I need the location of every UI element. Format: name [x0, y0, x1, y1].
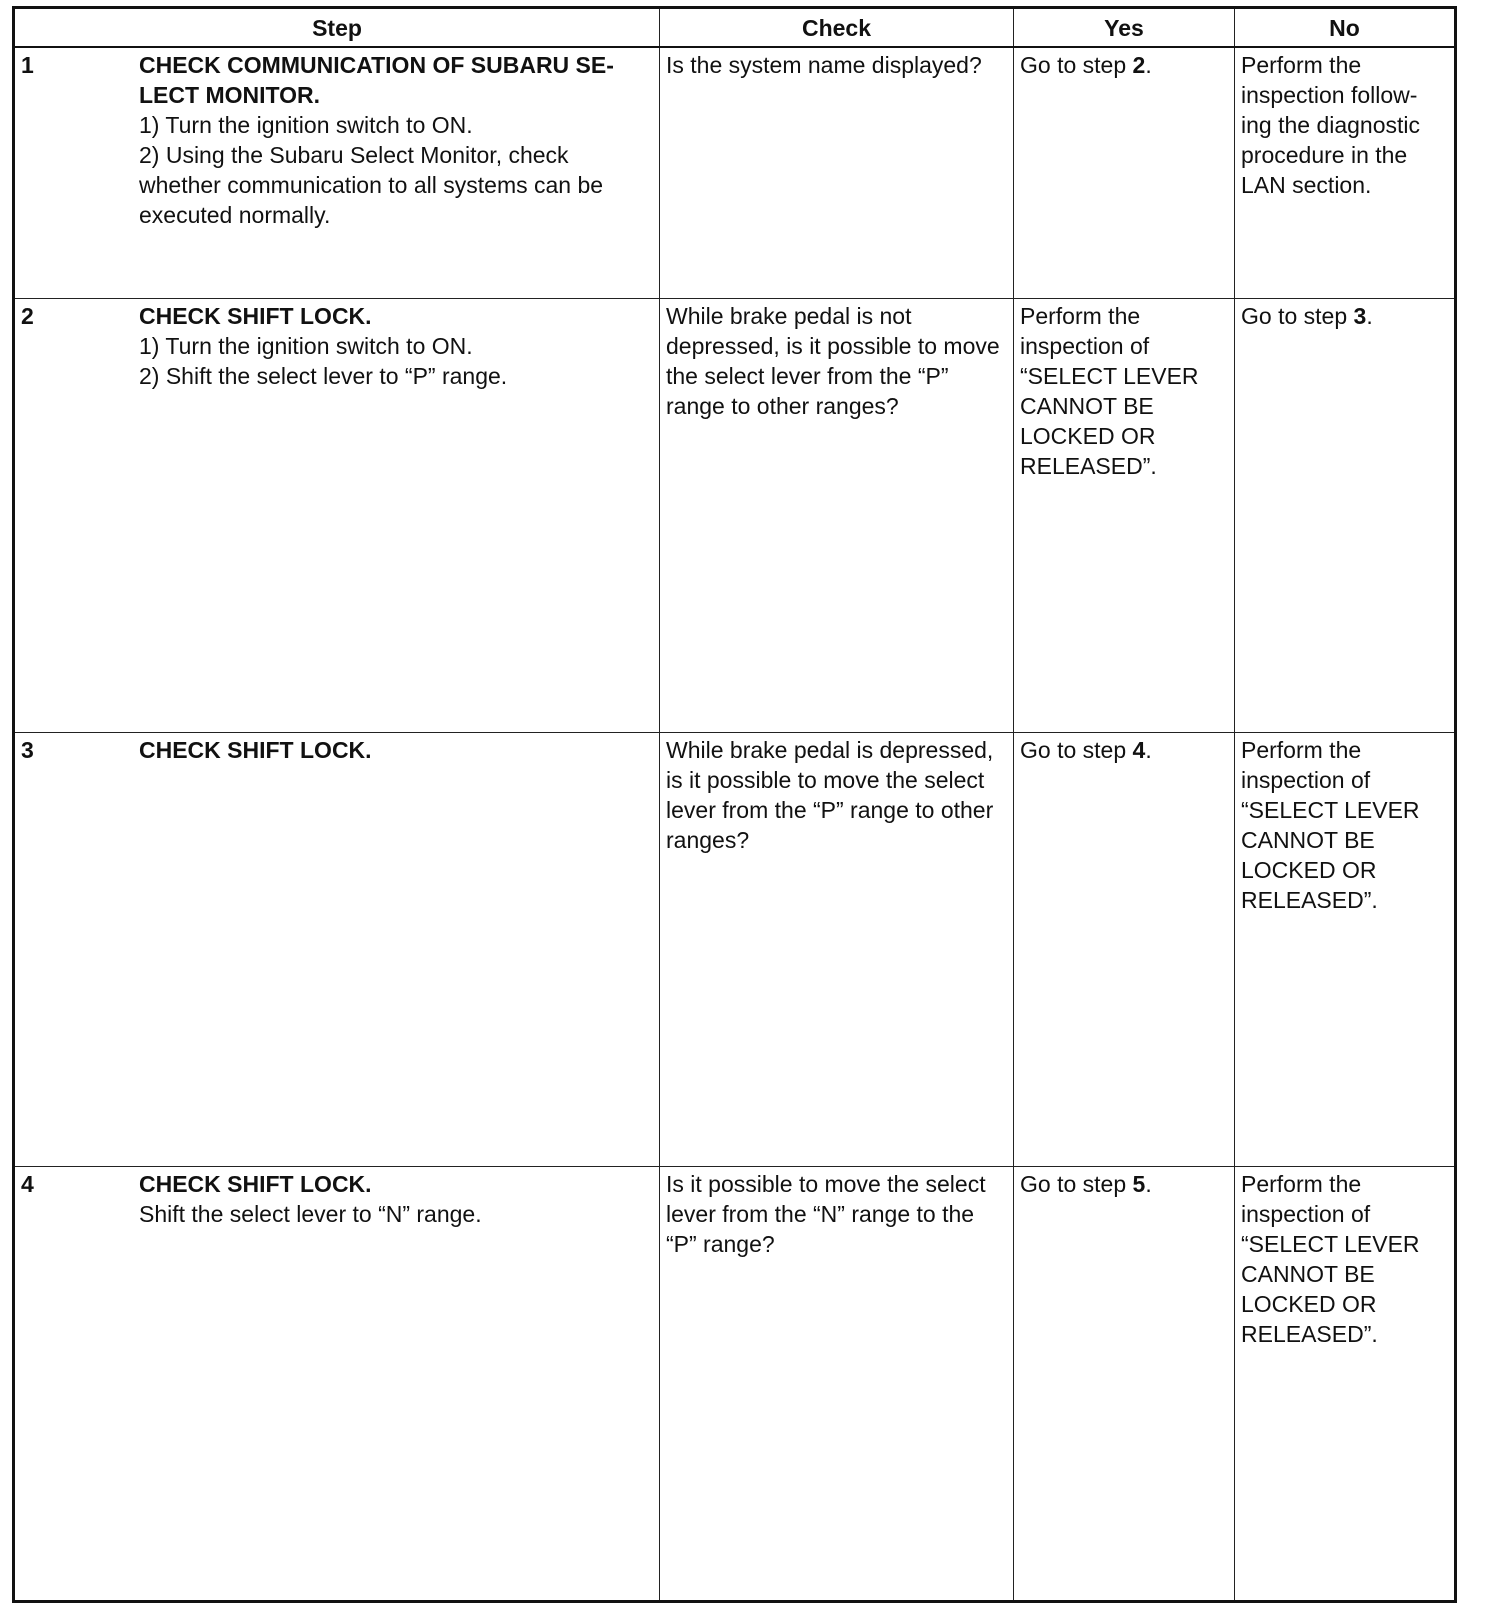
step-title-line2: LECT MONITOR. — [139, 82, 321, 108]
step-title: CHECK SHIFT LOCK. — [139, 737, 372, 763]
header-yes: Yes — [1014, 8, 1235, 48]
yes-suffix: . — [1145, 52, 1152, 78]
no-suffix: . — [1366, 303, 1373, 329]
yes-step-ref: 4 — [1132, 737, 1146, 763]
step-number: 3 — [21, 737, 34, 763]
table-row — [14, 299, 1456, 733]
step-instruction: 1) Turn the ignition switch to ON. — [139, 112, 473, 138]
table-row — [14, 1167, 1456, 1602]
no-cell: Perform the inspection of “SELECT LEVER CANNOT BE LOCKED OR RELEASED”. — [1235, 1167, 1456, 1602]
no-prefix: Go to step — [1241, 303, 1354, 329]
step-cell — [14, 299, 660, 733]
no-cell: Perform the inspection of “SELECT LEVER CANNOT BE LOCKED OR RELEASED”. — [1235, 733, 1456, 1167]
yes-step-ref: 2 — [1132, 52, 1146, 78]
table-row — [14, 733, 1456, 1167]
step-cell — [14, 47, 660, 299]
yes-prefix: Go to step — [1020, 52, 1133, 78]
yes-step-ref: 5 — [1132, 1171, 1146, 1197]
step-instruction: 2) Shift the select lever to “P” range. — [139, 363, 508, 389]
yes-suffix: . — [1145, 1171, 1152, 1197]
yes-prefix: Go to step — [1020, 737, 1133, 763]
step-title: CHECK SHIFT LOCK. — [139, 1171, 372, 1197]
table-row — [14, 47, 1456, 299]
yes-cell: Perform the inspection of “SELECT LEVER CANNOT BE LOCKED OR RELEASED”. — [1014, 299, 1235, 733]
header-step: Step — [14, 8, 660, 48]
step-instruction: Shift the select lever to “N” range. — [139, 1201, 482, 1227]
yes-cell — [1014, 1167, 1235, 1602]
step-cell — [14, 733, 660, 1167]
no-step-ref: 3 — [1353, 303, 1367, 329]
step-number: 1 — [21, 52, 34, 78]
step-number: 4 — [21, 1171, 34, 1197]
step-instruction: 1) Turn the ignition switch to ON. — [139, 333, 473, 359]
check-cell: Is the system name displayed? — [660, 47, 1014, 299]
step-title: CHECK SHIFT LOCK. — [139, 303, 372, 329]
no-cell: Perform the inspection follow-ing the diagnostic procedure in the LAN section. — [1235, 47, 1456, 299]
header-row — [14, 8, 1456, 48]
step-cell — [14, 1167, 660, 1602]
no-cell — [1235, 299, 1456, 733]
yes-prefix: Go to step — [1020, 1171, 1133, 1197]
step-title-line1: CHECK COMMUNICATION OF SUBARU SE- — [139, 52, 614, 78]
step-instruction: 2) Using the Subaru Select Monitor, check whether communication to all systems can be executed normally. — [139, 142, 604, 228]
yes-suffix: . — [1145, 737, 1152, 763]
header-no: No — [1235, 8, 1456, 48]
diagnostic-table — [12, 6, 1457, 1603]
step-number: 2 — [21, 303, 34, 329]
header-check: Check — [660, 8, 1014, 48]
check-cell: While brake pedal is depressed, is it possible to move the select lever from the “P” range to other ranges? — [660, 733, 1014, 1167]
yes-cell — [1014, 733, 1235, 1167]
yes-cell — [1014, 47, 1235, 299]
check-cell: While brake pedal is not depressed, is it possible to move the select lever from the “P” range to other ranges? — [660, 299, 1014, 733]
check-cell: Is it possible to move the select lever from the “N” range to the “P” range? — [660, 1167, 1014, 1602]
